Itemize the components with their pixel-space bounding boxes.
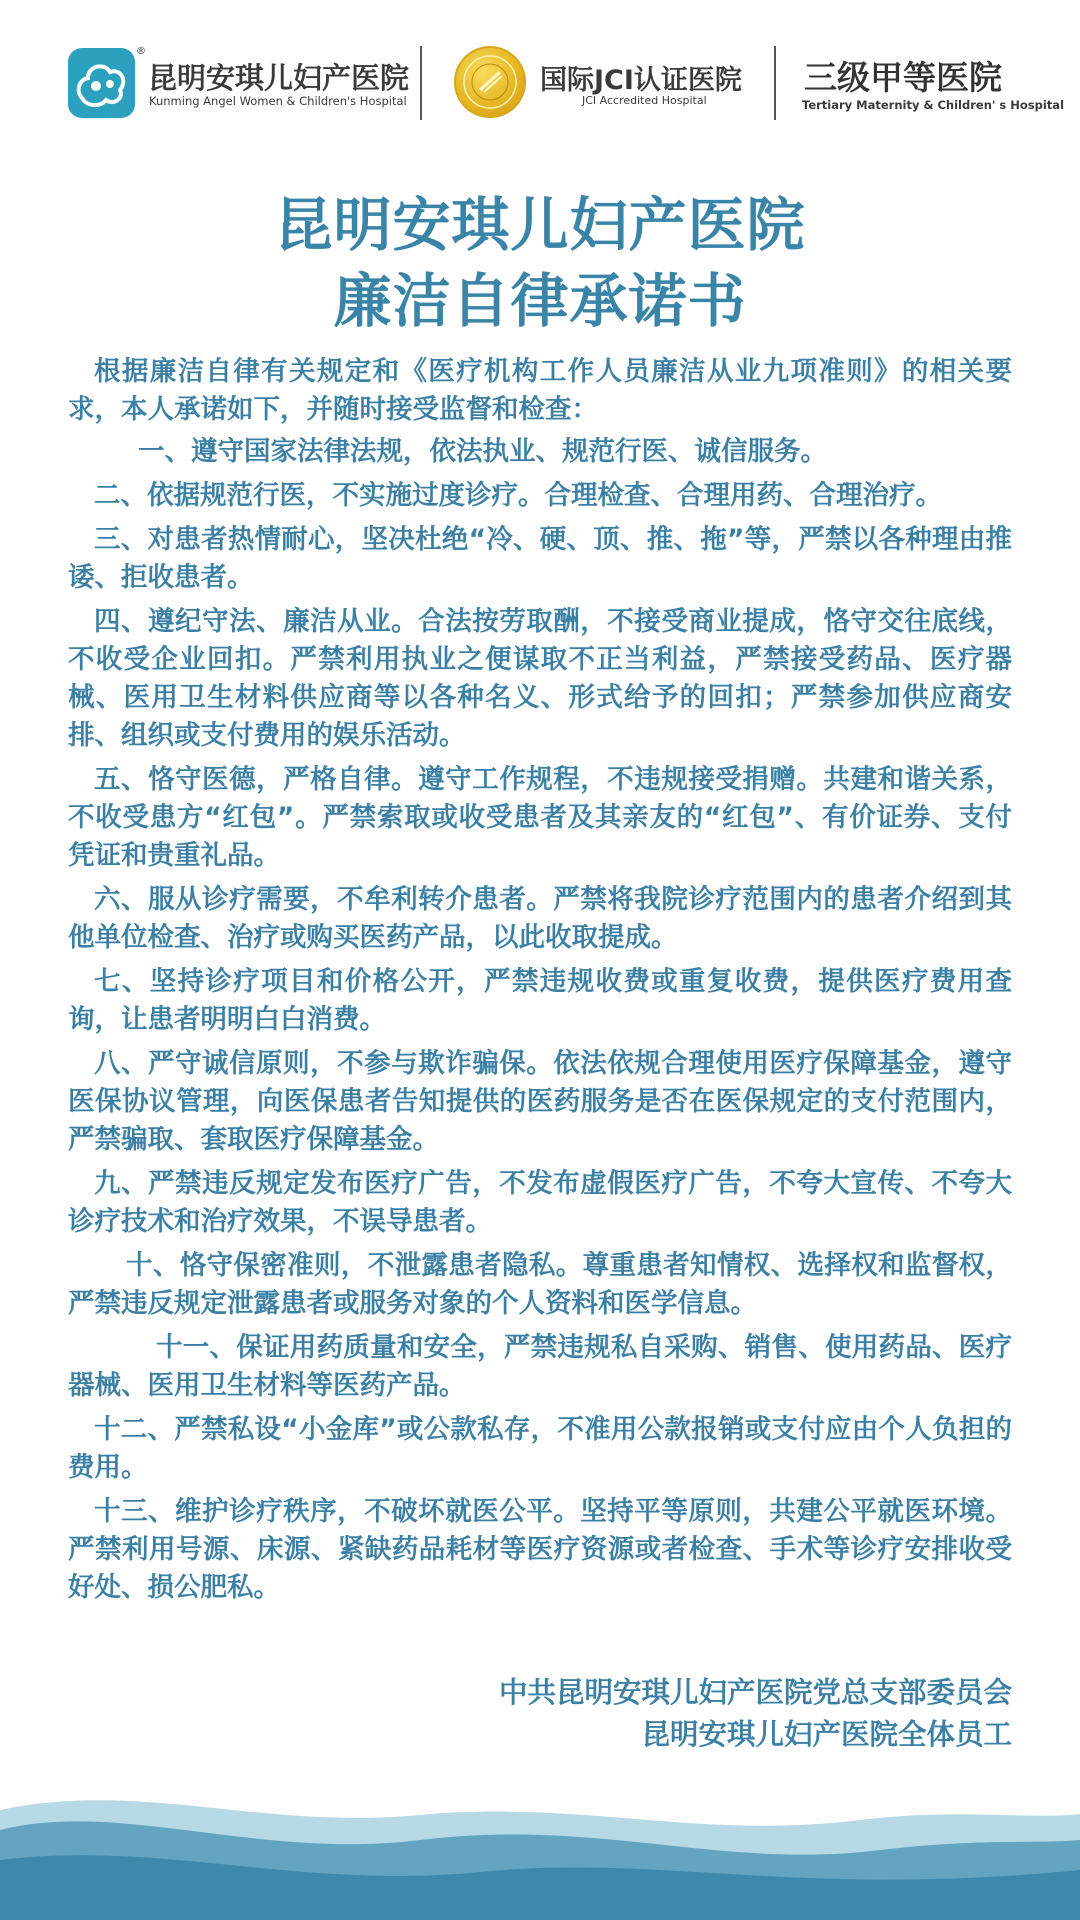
- pledge-item: 五、恪守医德，严格自律。遵守工作规程，不违规接受捐赠。共建和谐关系，不收受患方“红包”。严禁索取或收受患者及其亲友的“红包”、有价证券、支付凭证和贵重礼品。: [68, 764, 1012, 871]
- page-title-document: 廉洁自律承诺书: [333, 267, 747, 335]
- pledge-item: 三、对患者热情耐心，坚决杜绝“冷、硬、顶、推、拖”等，严禁以各种理由推诿、拒收患者。: [68, 524, 1012, 593]
- jci-seal-icon: [454, 46, 526, 118]
- header-divider: [774, 46, 776, 120]
- grade-label-en: Tertiary Maternity & Children' s Hospital: [802, 98, 1065, 112]
- pledge-item: 七、坚持诊疗项目和价格公开，严禁违规收费或重复收费，提供医疗费用查询，让患者明明白白消费。: [68, 966, 1012, 1035]
- grade-label-cn: 三级甲等医院: [804, 58, 1002, 97]
- pledge-item: 八、严守诚信原则，不参与欺诈骗保。依法依规合理使用医疗保障基金，遵守医保协议管理，向医保患者告知提供的医药服务是否在医保规定的支付范围内，严禁骗取、套取医疗保障基金。: [68, 1048, 1012, 1155]
- hospital-name-cn: 昆明安琪儿妇产医院: [148, 61, 410, 95]
- signature-party-committee: 中共昆明安琪儿妇产医院党总支部委员会: [498, 1676, 1012, 1709]
- hospital-logo-icon: [68, 48, 135, 118]
- jci-label-cn: 国际JCI认证医院: [540, 65, 742, 96]
- pledge-item: 十一、保证用药质量和安全，严禁违规私自采购、销售、使用药品、医疗器械、医用卫生材料等医药产品。: [68, 1332, 1012, 1401]
- header-divider: [420, 46, 422, 120]
- registered-mark: ®: [136, 46, 146, 57]
- hospital-name-en: Kunming Angel Women & Children's Hospital: [149, 94, 407, 108]
- intro-paragraph: 根据廉洁自律有关规定和《医疗机构工作人员廉洁从业九项准则》的相关要求，本人承诺如下，并随时接受监督和检查：: [68, 356, 1012, 425]
- pledge-item: 九、严禁违反规定发布医疗广告，不发布虚假医疗广告，不夸大宣传、不夸大诊疗技术和治疗效果，不误导患者。: [68, 1168, 1012, 1237]
- pledge-item: 十三、维护诊疗秩序，不破坏就医公平。坚持平等原则，共建公平就医环境。严禁利用号源、床源、紧缺药品耗材等医疗资源或者检查、手术等诊疗安排收受好处、损公肥私。: [68, 1496, 1012, 1603]
- wave-footer-decoration: [0, 1770, 1080, 1920]
- pledge-content: [68, 353, 1012, 1613]
- pledge-item: 十二、严禁私设“小金库”或公款私存，不准用公款报销或支付应由个人负担的费用。: [68, 1414, 1012, 1483]
- jci-label-en: JCI Accredited Hospital: [582, 94, 707, 107]
- pledge-item: 二、依据规范行医，不实施过度诊疗。合理检查、合理用药、合理治疗。: [94, 480, 942, 511]
- header-bar: [68, 44, 1065, 126]
- pledge-item: 四、遵纪守法、廉洁从业。合法按劳取酬，不接受商业提成，恪守交往底线，不收受企业回扣。严禁利用执业之便谋取不正当利益，严禁接受药品、医疗器械、医用卫生材料供应商等以各种名义、形式给予的回扣；严禁参加供应商安排、组织或支付费用的娱乐活动。: [68, 606, 1012, 751]
- signature-all-staff: 昆明安琪儿妇产医院全体员工: [641, 1718, 1012, 1751]
- page-title-hospital: 昆明安琪儿妇产医院: [274, 191, 806, 259]
- pledge-item: 十、恪守保密准则，不泄露患者隐私。尊重患者知情权、选择权和监督权，严禁违反规定泄露患者或服务对象的个人资料和医学信息。: [68, 1250, 1012, 1319]
- pledge-item: 六、服从诊疗需要，不牟利转介患者。严禁将我院诊疗范围内的患者介绍到其他单位检查、治疗或购买医药产品，以此收取提成。: [68, 884, 1012, 953]
- pledge-item: 一、遵守国家法律法规，依法执业、规范行医、诚信服务。: [138, 436, 827, 467]
